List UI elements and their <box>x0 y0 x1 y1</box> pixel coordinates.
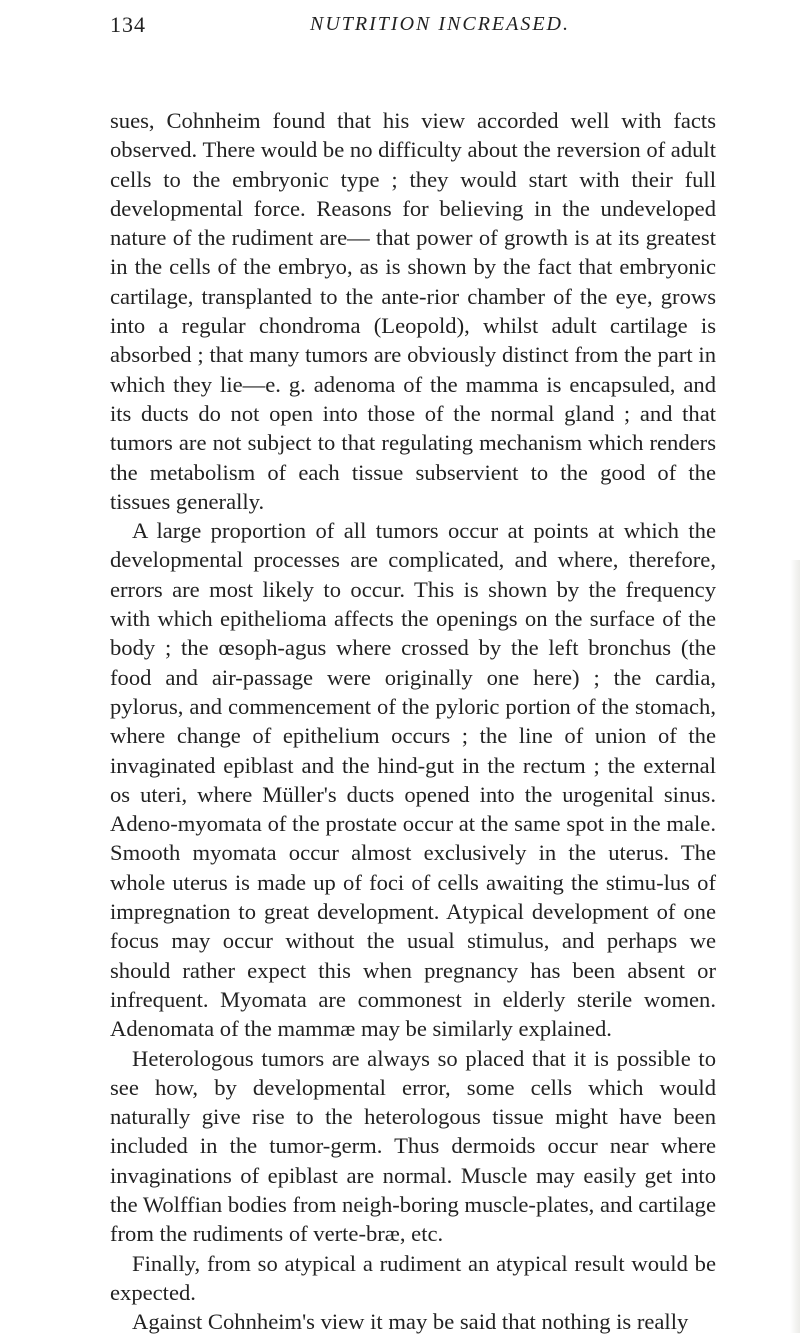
running-title: NUTRITION INCREASED. <box>310 13 570 35</box>
running-head <box>110 12 710 42</box>
paragraph-continued: sues, Cohnheim found that his view accorded well with facts observed. There would be no difficulty about the reversion of adult cells to the embryonic type ; they would start with their full developmental force. Reasons for believing in the undeveloped nature of the rudiment are— that power of growth is at its greatest in the cells of the embryo, as is shown by the fact that embryonic cartilage, transplanted to the ante-rior chamber of the eye, grows into a regular chondroma (Leopold), whilst adult cartilage is absorbed ; that many tumors are obviously distinct from the part in which they lie—e. g. adenoma of the mamma is encapsuled, and its ducts do not open into those of the normal gland ; and that tumors are not subject to that regulating mechanism which renders the metabolism of each tissue subservient to the good of the tissues generally. <box>110 108 716 514</box>
paragraph: Finally, from so atypical a rudiment an atypical result would be expected. <box>110 1250 716 1305</box>
scan-edge-shadow <box>790 560 800 1333</box>
body-text <box>110 106 716 1336</box>
paragraph: Against Cohnheim's view it may be said that nothing is really <box>132 1309 689 1335</box>
page-number: 134 <box>110 12 146 37</box>
paragraph: A large proportion of all tumors occur at points at which the developmental processes are complicated, and where, therefore, errors are most likely to occur. This is shown by the frequency with which epithelioma affects the openings on the surface of the body ; the œsoph-agus where crossed by the left bronchus (the food and air-passage were originally one here) ; the cardia, pylorus, and commencement of the pyloric portion of the stomach, where change of epithelium occurs ; the line of union of the invaginated epiblast and the hind-gut in the rectum ; the external os uteri, where Müller's ducts opened into the urogenital sinus. Adeno-myomata of the prostate occur at the same spot in the male. Smooth myomata occur almost exclusively in the uterus. The whole uterus is made up of foci of cells awaiting the stimu-lus of impregnation to great development. Atypical development of one focus may occur without the usual stimulus, and perhaps we should rather expect this when pregnancy has been absent or infrequent. Myomata are commonest in elderly sterile women. Adenomata of the mammæ may be similarly explained. <box>110 518 716 1042</box>
paragraph: Heterologous tumors are always so placed that it is possible to see how, by developmental error, some cells which would naturally give rise to the heterologous tissue might have been included in the tumor-germ. Thus dermoids occur near where invaginations of epiblast are normal. Muscle may easily get into the Wolffian bodies from neigh-boring muscle-plates, and cartilage from the rudiments of verte-bræ, etc. <box>110 1045 716 1247</box>
